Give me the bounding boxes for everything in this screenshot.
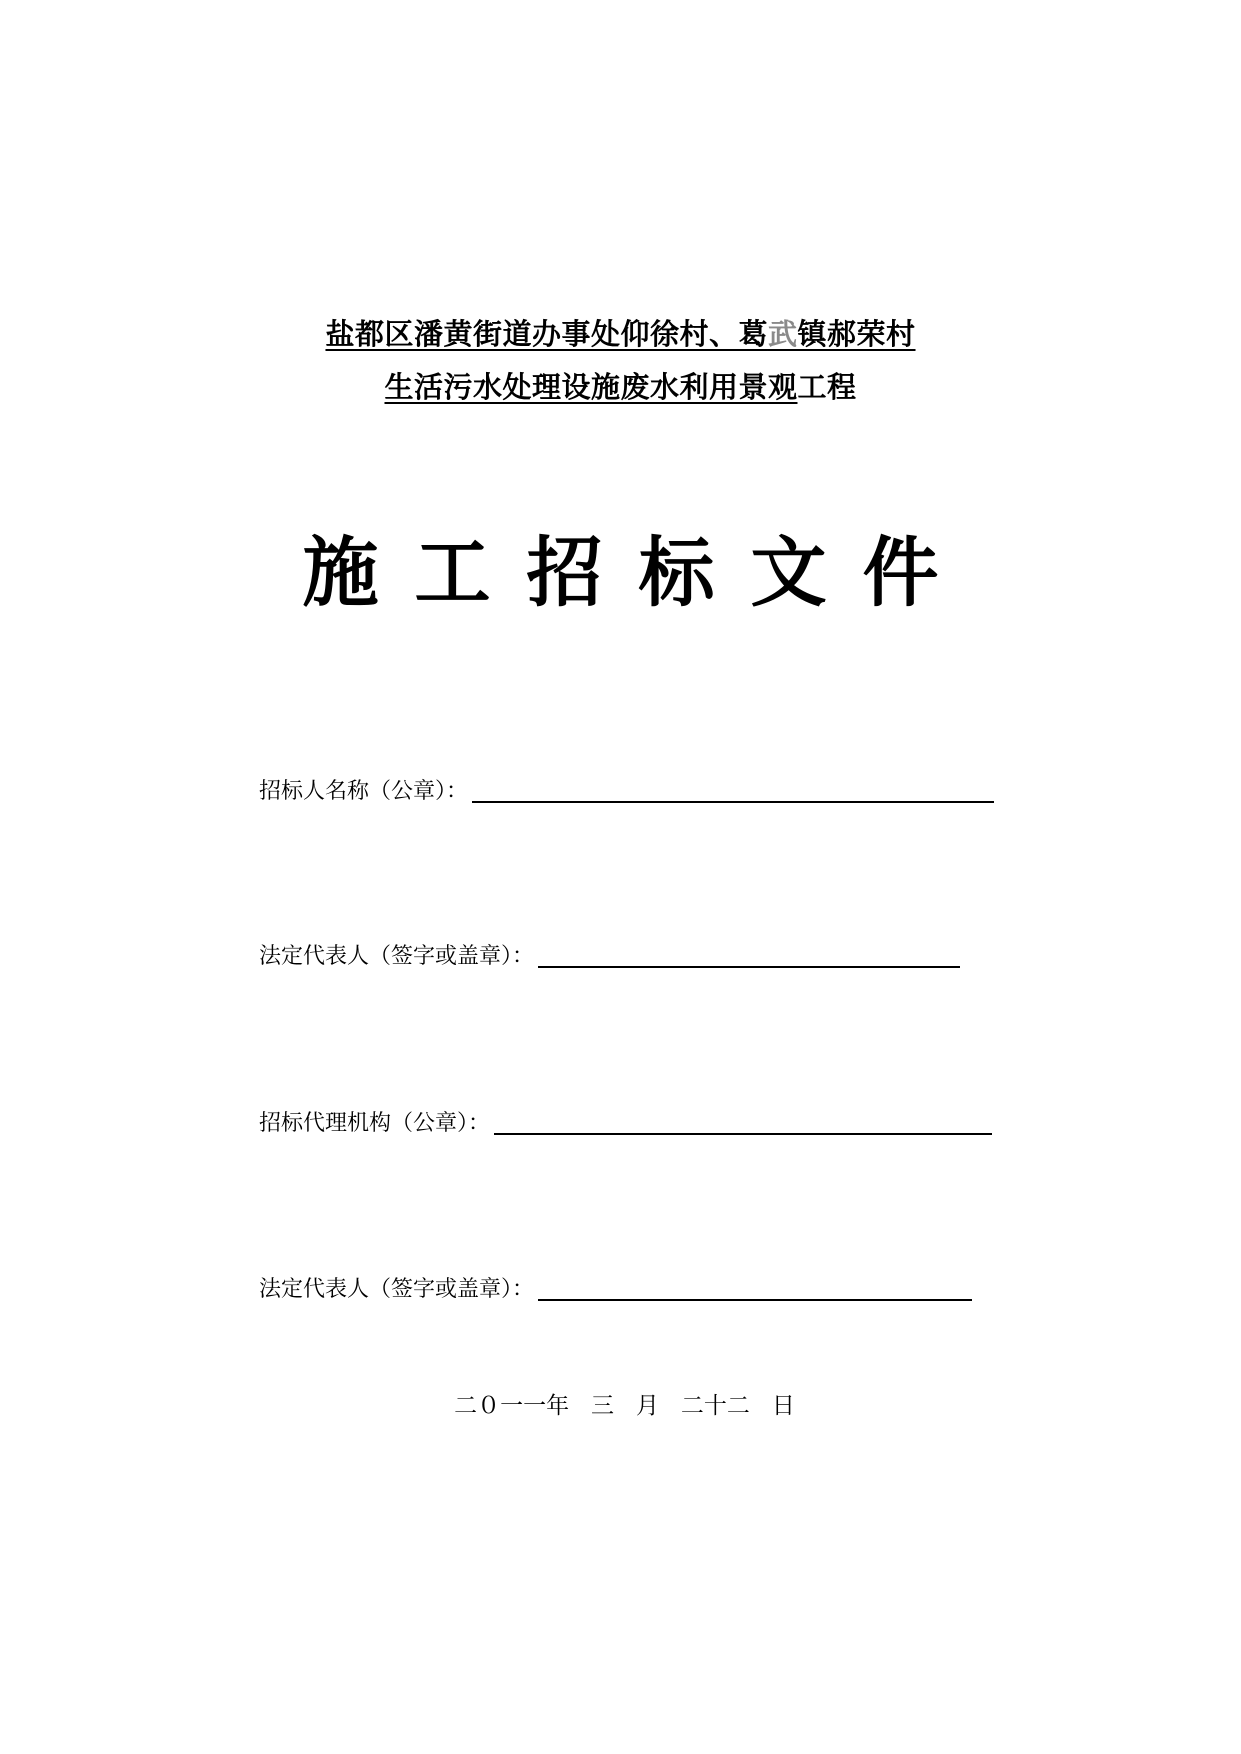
document-title-char: 工 — [414, 528, 491, 617]
signature-line[interactable] — [472, 800, 994, 803]
tender-agency-field — [259, 1099, 992, 1139]
signature-line[interactable] — [538, 965, 960, 968]
document-title-char: 标 — [638, 528, 715, 617]
project-title-grey-char: 武 — [767, 317, 798, 351]
project-title-line-2 — [0, 367, 1241, 407]
project-title-line-1 — [0, 314, 1241, 354]
signature-line[interactable] — [494, 1132, 992, 1135]
tenderer-name-label: 招标人名称（公章）： — [259, 779, 469, 804]
document-title-char: 文 — [750, 528, 827, 617]
document-title-char: 件 — [862, 528, 939, 617]
tender-agency-label: 招标代理机构（公章）： — [259, 1111, 491, 1136]
project-title-segment: 工程 — [797, 370, 857, 404]
agency-legal-representative-field — [259, 1265, 972, 1305]
document-title-char: 招 — [526, 528, 603, 617]
legal-representative-label: 法定代表人（签字或盖章）： — [259, 944, 535, 969]
document-title — [0, 528, 1241, 618]
project-title-segment: 镇郝荣村 — [797, 317, 916, 351]
agency-legal-representative-label: 法定代表人（签字或盖章）： — [259, 1277, 535, 1302]
signature-line[interactable] — [538, 1298, 972, 1301]
document-date: 二０一一年 三 月 二十二 日 — [454, 1393, 795, 1419]
tenderer-name-field — [259, 767, 994, 807]
document-title-char: 施 — [302, 528, 379, 617]
legal-representative-field — [259, 932, 960, 972]
project-title-segment: 生活污水处理设施废水利用景观 — [384, 370, 798, 404]
project-title-segment: 盐都区潘黄街道办事处仰徐村、葛 — [325, 317, 768, 351]
